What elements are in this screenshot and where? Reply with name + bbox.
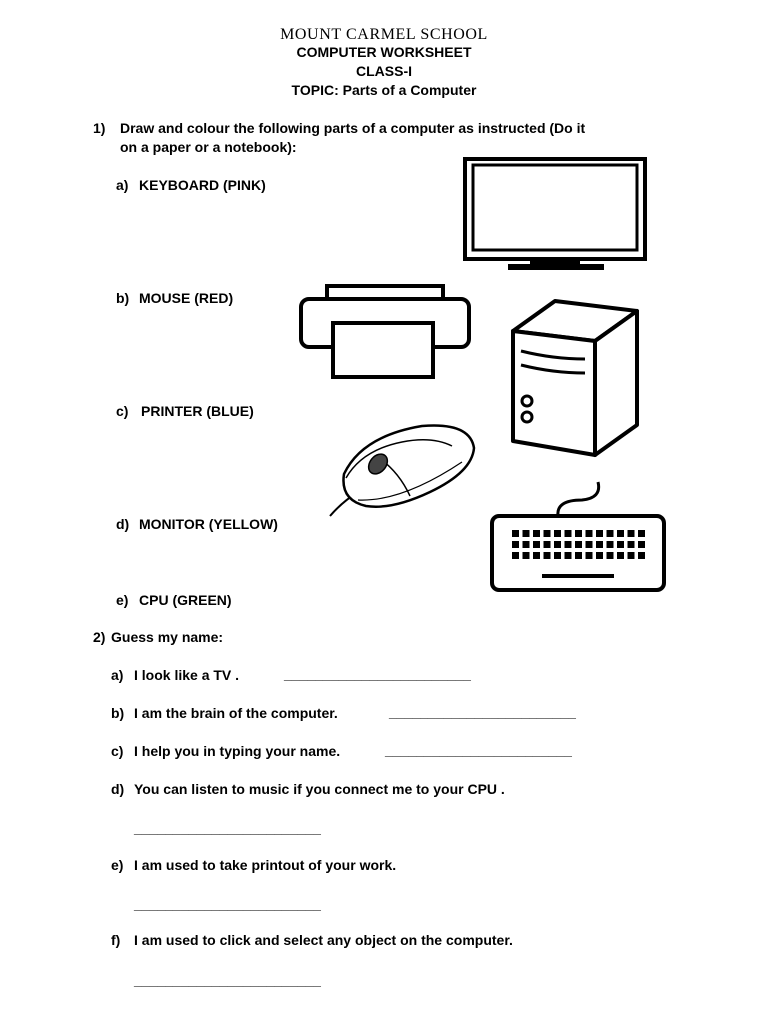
keyboard-key <box>565 541 572 548</box>
keyboard-key <box>575 552 582 559</box>
keyboard-key <box>523 541 530 548</box>
q1-item-marker: c) <box>116 403 129 419</box>
keyboard-key <box>596 552 603 559</box>
q1-item-printer: PRINTER (BLUE) <box>141 403 254 419</box>
school-name: MOUNT CARMEL SCHOOL <box>280 26 488 43</box>
keyboard-key <box>575 530 582 537</box>
q2-item-text: I am used to click and select any object on the computer. <box>134 932 513 948</box>
keyboard-key <box>596 541 603 548</box>
q1-item-cpu: CPU (GREEN) <box>139 592 232 608</box>
keyboard-key <box>607 541 614 548</box>
keyboard-key <box>607 552 614 559</box>
q2-item-text: I look like a TV . <box>134 667 240 683</box>
topic-label: TOPIC: Parts of a Computer <box>291 82 477 98</box>
keyboard-key <box>596 530 603 537</box>
keyboard-key <box>628 552 635 559</box>
keyboard-key <box>512 530 519 537</box>
q2-item-marker: a) <box>111 667 124 683</box>
keyboard-key <box>586 541 593 548</box>
q2-item-marker: e) <box>111 857 124 873</box>
keyboard-key <box>565 552 572 559</box>
q1-instruction-line1: Draw and colour the following parts of a computer as instructed (Do it <box>120 120 586 136</box>
answer-blank[interactable]: ________________________ <box>385 742 572 758</box>
q1-number: 1) <box>93 120 106 136</box>
answer-blank[interactable]: ________________________ <box>134 972 321 988</box>
answer-blank[interactable]: ________________________ <box>389 704 576 720</box>
cpu-icon <box>505 293 645 463</box>
mouse-icon <box>322 420 482 520</box>
keyboard-key <box>607 530 614 537</box>
worksheet-title: COMPUTER WORKSHEET <box>296 44 472 60</box>
keyboard-key <box>544 541 551 548</box>
q1-item-keyboard: KEYBOARD (PINK) <box>139 177 266 193</box>
q1-item-monitor: MONITOR (YELLOW) <box>139 516 278 532</box>
q1-item-marker: b) <box>116 290 130 306</box>
keyboard-icon <box>486 478 670 596</box>
answer-blank[interactable]: ________________________ <box>134 820 321 836</box>
keyboard-key <box>617 541 624 548</box>
q2-item-marker: f) <box>111 932 121 948</box>
keyboard-key <box>617 552 624 559</box>
q1-item-marker: a) <box>116 177 129 193</box>
q1-item-marker: e) <box>116 592 129 608</box>
q2-item-text: I am the brain of the computer. <box>134 705 338 721</box>
keyboard-key <box>533 541 540 548</box>
q2-item-marker: d) <box>111 781 125 797</box>
monitor-icon <box>460 155 650 275</box>
q2-item-marker: c) <box>111 743 124 759</box>
class-label: CLASS-I <box>356 63 412 79</box>
printer-icon <box>295 283 475 383</box>
keyboard-key <box>628 541 635 548</box>
answer-blank[interactable]: ________________________ <box>284 666 471 682</box>
q2-number: 2) <box>93 629 106 645</box>
keyboard-key <box>638 541 645 548</box>
keyboard-key <box>533 530 540 537</box>
answer-blank[interactable]: ________________________ <box>134 896 321 912</box>
keyboard-key <box>565 530 572 537</box>
keyboard-key <box>586 530 593 537</box>
keyboard-key <box>638 552 645 559</box>
q1-item-marker: d) <box>116 516 130 532</box>
keyboard-key <box>523 530 530 537</box>
q2-item-marker: b) <box>111 705 125 721</box>
q2-item-text: I am used to take printout of your work. <box>134 857 397 873</box>
keyboard-key <box>586 552 593 559</box>
keyboard-key <box>617 530 624 537</box>
keyboard-key <box>533 552 540 559</box>
keyboard-key <box>523 552 530 559</box>
keyboard-key <box>638 530 645 537</box>
q1-instruction-line2: on a paper or a notebook): <box>120 139 297 155</box>
q1-item-mouse: MOUSE (RED) <box>139 290 234 306</box>
keyboard-key <box>512 541 519 548</box>
q2-item-text: You can listen to music if you connect me to your CPU . <box>134 781 505 797</box>
keyboard-key <box>544 530 551 537</box>
keyboard-key <box>554 552 561 559</box>
keyboard-key <box>554 530 561 537</box>
keyboard-key <box>628 530 635 537</box>
keyboard-key <box>554 541 561 548</box>
keyboard-key <box>512 552 519 559</box>
q2-item-text: I help you in typing your name. <box>134 743 341 759</box>
q2-heading: Guess my name: <box>111 629 224 645</box>
keyboard-key <box>575 541 582 548</box>
keyboard-key <box>544 552 551 559</box>
